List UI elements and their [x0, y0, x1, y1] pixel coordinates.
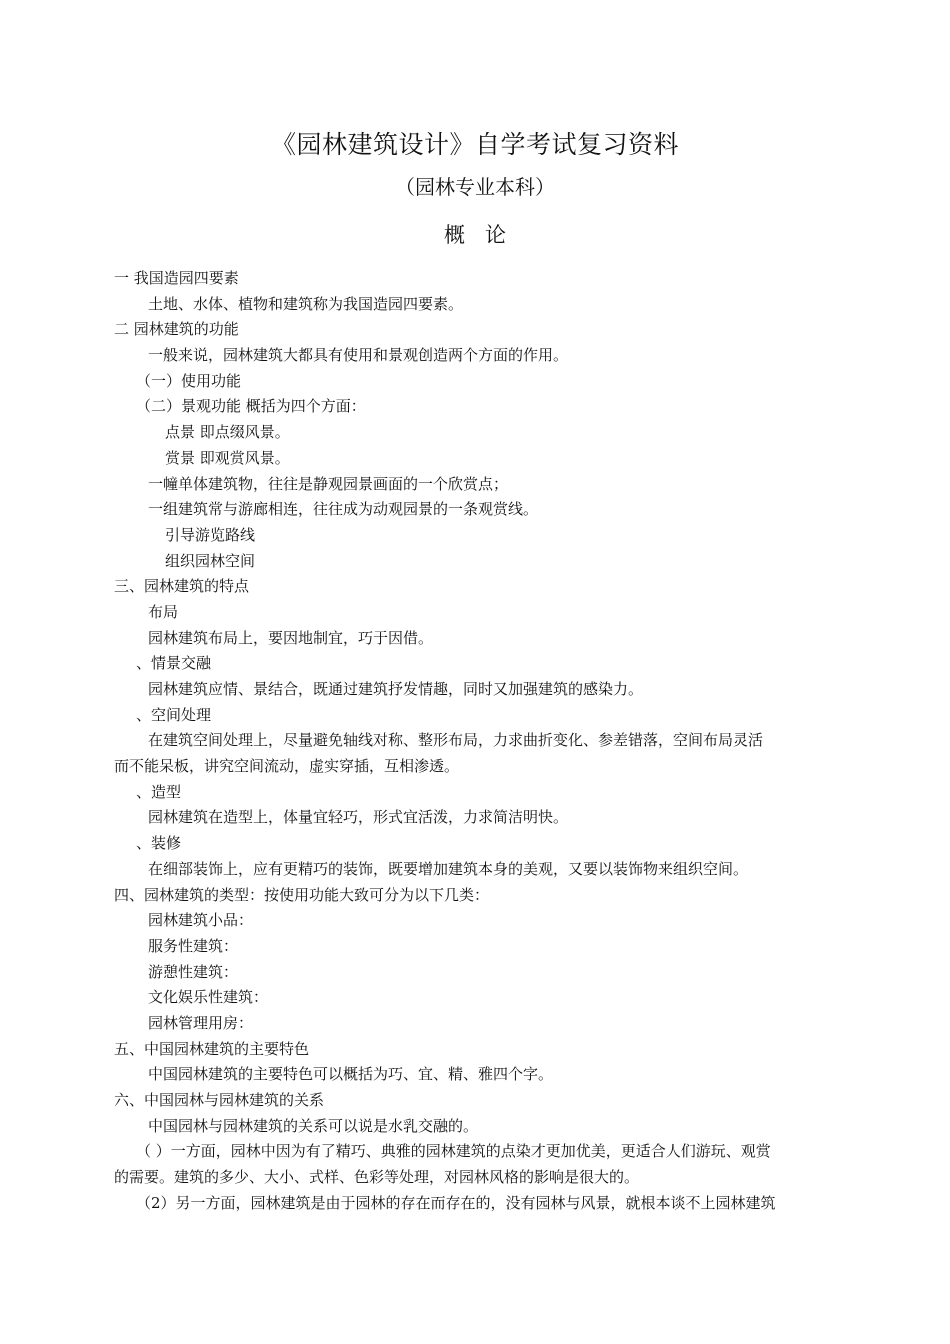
text-line: 中国园林与园林建筑的关系可以说是水乳交融的。: [148, 1116, 479, 1135]
text-line: 四、园林建筑的类型：按使用功能大致可分为以下几类：: [114, 885, 490, 904]
text-line: 园林管理用房：: [148, 1013, 254, 1032]
text-line: （ ）一方面，园林中因为有了精巧、典雅的园林建筑的点染才更加优美，更适合人们游玩、观赏: [136, 1142, 771, 1161]
text-line: 土地、水体、植物和建筑称为我国造园四要素。: [148, 294, 464, 313]
document-title: 《园林建筑设计》自学考试复习资料: [270, 130, 679, 159]
text-line: 、造型: [136, 782, 182, 801]
text-line: 中国园林建筑的主要特色可以概括为巧、宜、精、雅四个字。: [148, 1065, 554, 1084]
text-line: （二）景观功能 概括为四个方面：: [136, 397, 366, 416]
text-line: 在建筑空间处理上，尽量避免轴线对称、整形布局，力求曲折变化、参差错落，空间布局灵活: [148, 731, 764, 750]
text-line: 园林建筑小品：: [148, 911, 254, 930]
section-heading: 概论: [444, 223, 526, 247]
text-line: 、装修: [136, 834, 182, 853]
text-line: 布局: [148, 602, 179, 621]
text-line: 点景 即点缀风景。: [165, 423, 290, 442]
text-line: 一般来说，园林建筑大都具有使用和景观创造两个方面的作用。: [148, 346, 569, 365]
text-line: 一 我国造园四要素: [114, 269, 239, 287]
text-line: 一组建筑常与游廊相连，往往成为动观园景的一条观赏线。: [148, 500, 539, 519]
text-line: 园林建筑布局上，要因地制宜，巧于因借。: [148, 628, 434, 647]
text-line: 园林建筑在造型上，体量宜轻巧，形式宜活泼，力求简洁明快。: [148, 808, 569, 827]
text-line: 、情景交融: [136, 654, 212, 673]
text-line: 、空间处理: [136, 705, 212, 724]
document-subtitle: （园林专业本科）: [395, 175, 555, 199]
text-line: （2）另一方面，园林建筑是由于园林的存在而存在的，没有园林与风景，就根本谈不上园林建筑: [136, 1193, 776, 1212]
text-line: 的需要。建筑的多少、大小、式样、色彩等处理，对园林风格的影响是很大的。: [114, 1168, 640, 1187]
text-line: 游憩性建筑：: [148, 962, 239, 981]
text-line: 在细部装饰上，应有更精巧的装饰，既要增加建筑本身的美观，又要以装饰物来组织空间。: [148, 859, 749, 878]
text-line: 文化娱乐性建筑：: [148, 988, 269, 1007]
text-line: 六、中国园林与园林建筑的关系: [114, 1091, 325, 1109]
text-line: 组织园林空间: [165, 551, 256, 570]
text-line: 二 园林建筑的功能: [114, 320, 239, 339]
text-line: 五、中国园林建筑的主要特色: [114, 1039, 310, 1058]
text-line: 而不能呆板，讲究空间流动，虚实穿插，互相渗透。: [114, 757, 460, 776]
text-line: 赏景 即观赏风景。: [165, 448, 290, 467]
text-line: 三、园林建筑的特点: [114, 577, 250, 596]
text-line: 一幢单体建筑物，往往是静观园景画面的一个欣赏点；: [148, 474, 509, 493]
text-line: （一）使用功能: [136, 371, 242, 390]
text-line: 引导游览路线: [165, 525, 256, 544]
text-line: 园林建筑应情、景结合，既通过建筑抒发情趣，同时又加强建筑的感染力。: [148, 680, 644, 698]
text-line: 服务性建筑：: [148, 936, 239, 955]
document-body: [114, 266, 844, 1216]
